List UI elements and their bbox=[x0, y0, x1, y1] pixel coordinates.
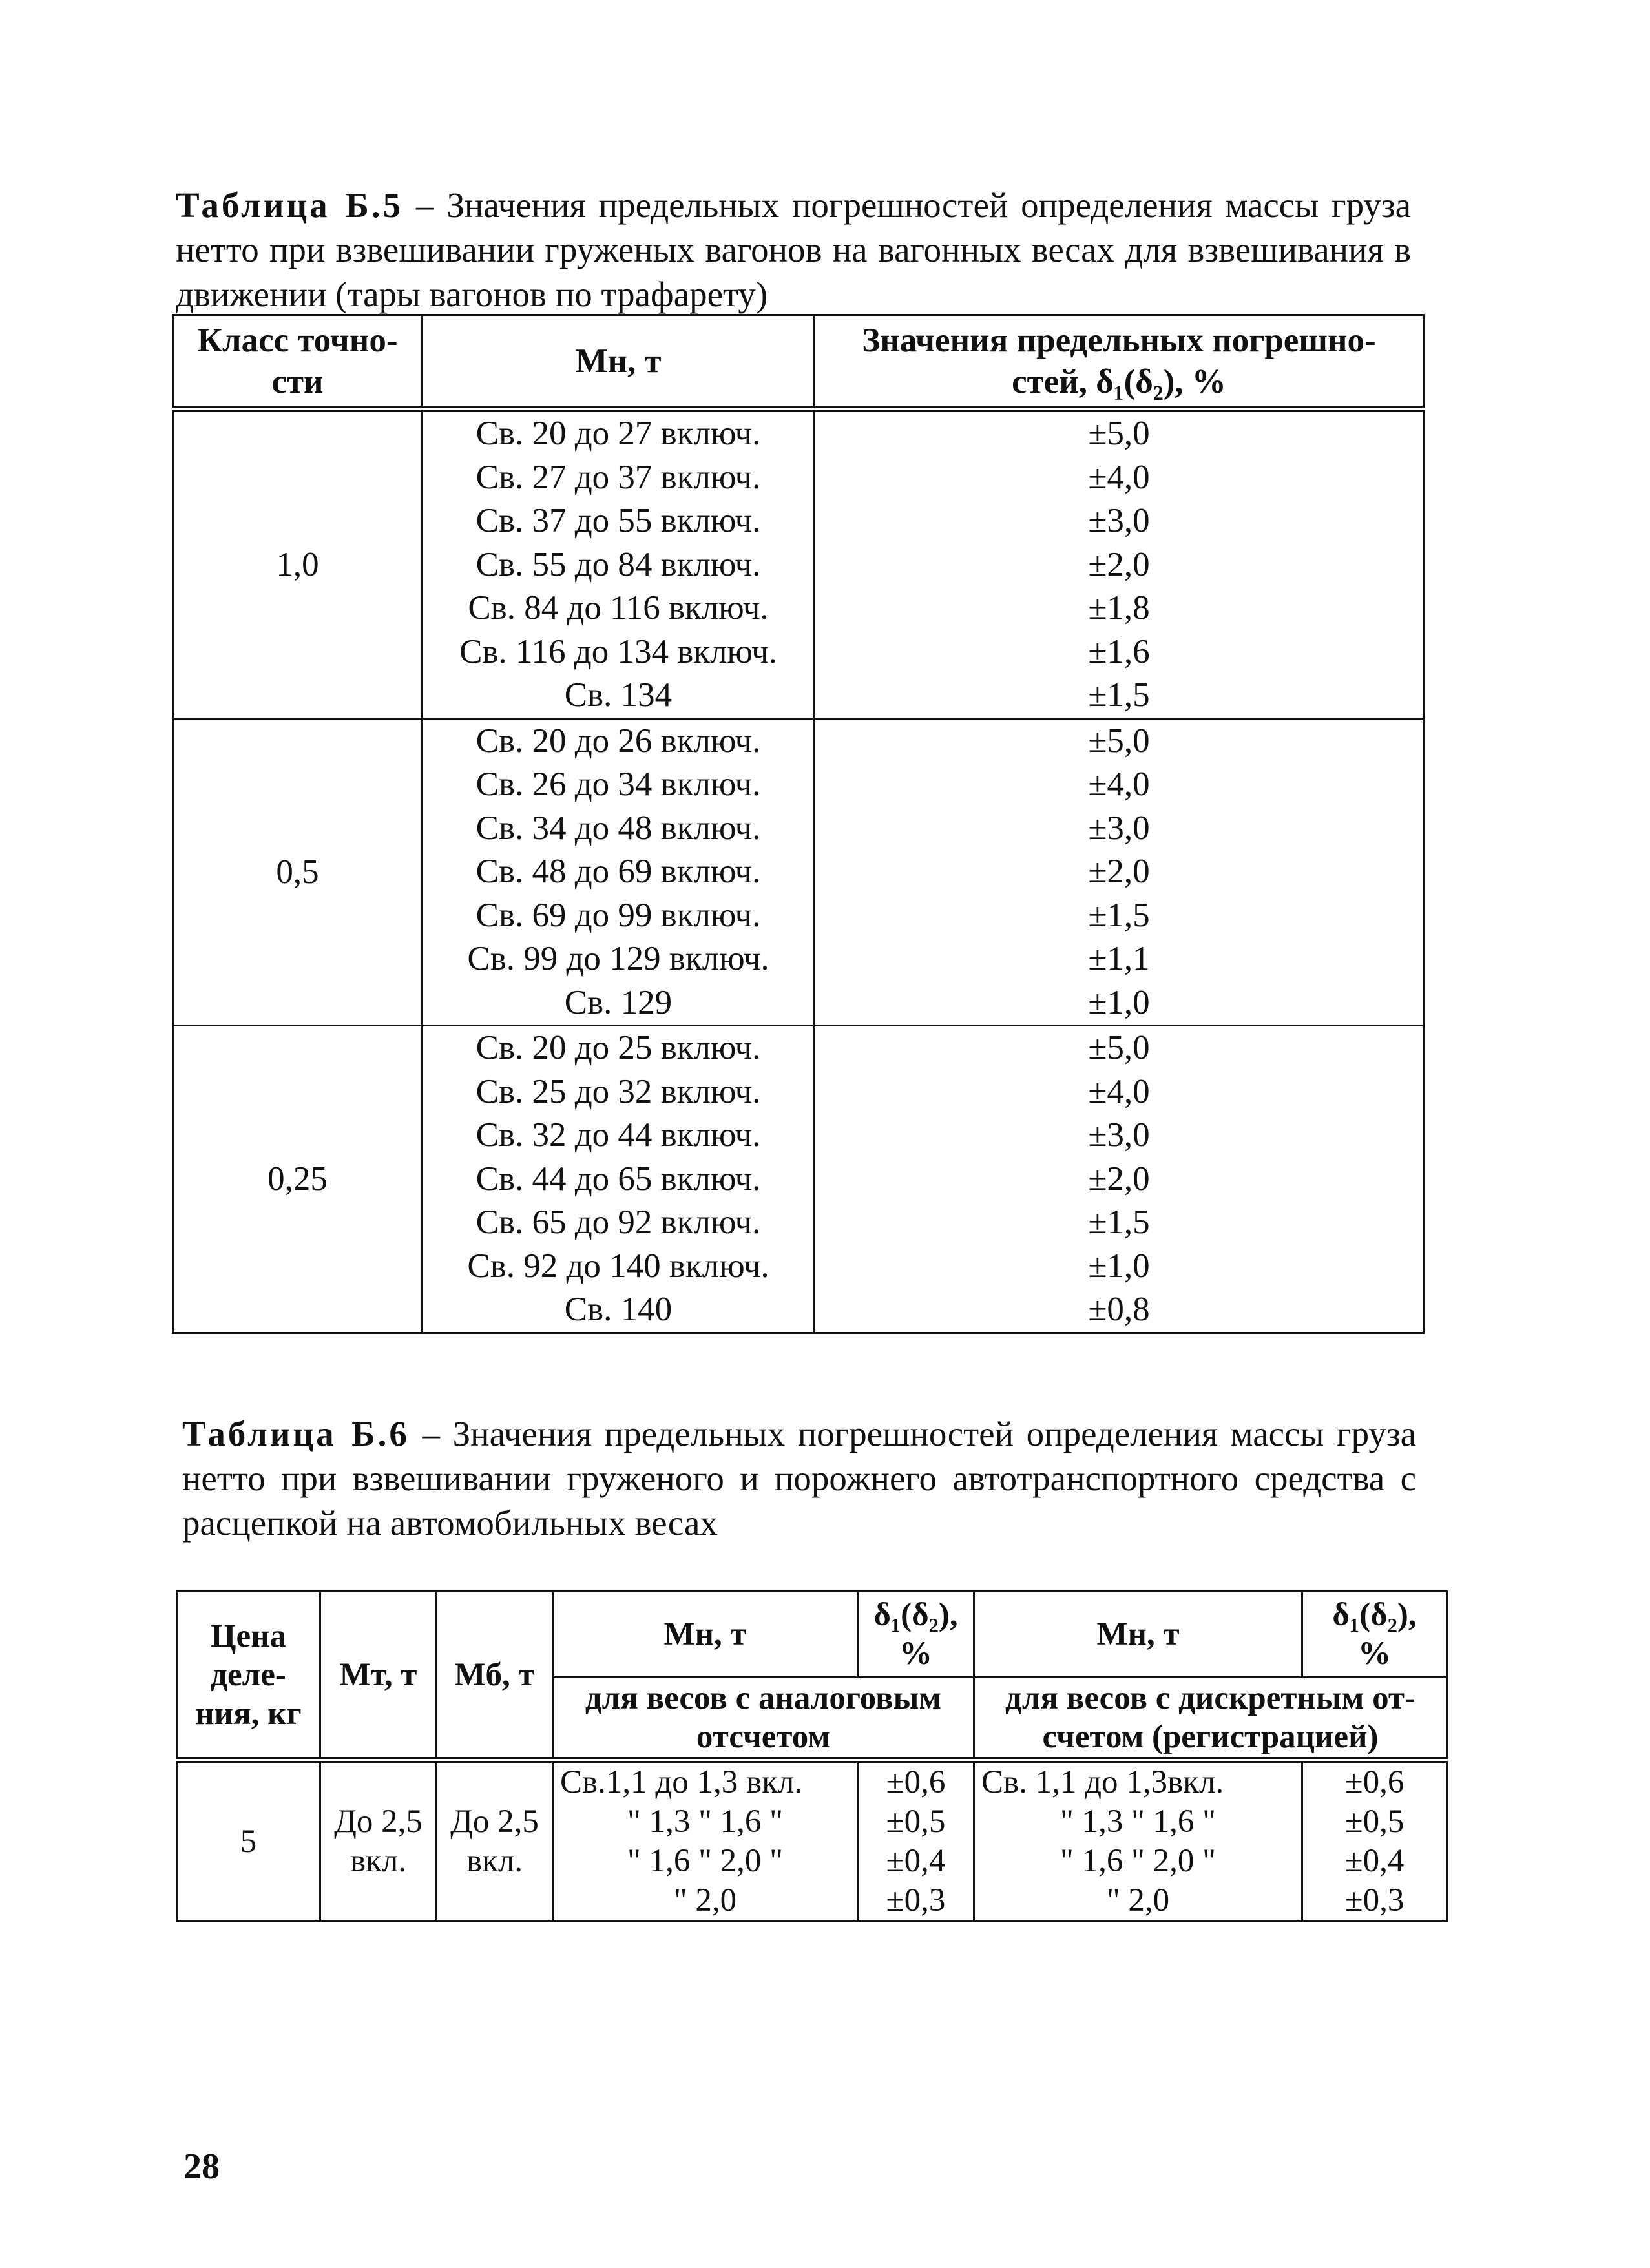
mass-range: Св. 26 до 34 включ. bbox=[475, 765, 761, 803]
limit-value: ±1,5 bbox=[1088, 896, 1150, 934]
limit-value: ±0,8 bbox=[1088, 1291, 1150, 1328]
limit-value: ±3,0 bbox=[1088, 1116, 1150, 1154]
table-b6 bbox=[176, 1590, 1448, 1922]
table-b5-group-3 bbox=[173, 1026, 1424, 1333]
mass-range-list bbox=[423, 718, 815, 1026]
mass-range: Св. 44 до 65 включ. bbox=[475, 1160, 761, 1198]
discrete-range: Св. 1,1 до 1,3вкл. bbox=[981, 1764, 1224, 1800]
analog-range: " 2,0 bbox=[673, 1882, 737, 1919]
analog-range: " 1,3 " 1,6 " bbox=[627, 1804, 783, 1840]
discrete-limit: ±0,6 bbox=[1344, 1764, 1405, 1800]
mass-range: Св. 92 до 140 включ. bbox=[467, 1247, 769, 1285]
limit-value: ±5,0 bbox=[1088, 722, 1150, 760]
mass-range: Св. 25 до 32 включ. bbox=[475, 1072, 761, 1110]
header-delta-discrete: δ₁(δ₂), % bbox=[1302, 1592, 1447, 1678]
limit-list bbox=[815, 410, 1424, 719]
analog-range-list bbox=[553, 1760, 858, 1922]
limit-value: ±3,0 bbox=[1088, 809, 1150, 847]
limit-value: ±2,0 bbox=[1088, 1160, 1150, 1198]
accuracy-class-cell: 0,5 bbox=[173, 718, 423, 1026]
table-b5-caption-text: – Значения предельных погрешностей определения массы груза нетто при взвешивании груженых вагонов на вагонных весах для взвешивания в движении (тары вагонов по трафарету) bbox=[176, 185, 1412, 314]
table-b5-caption-label: Таблица Б.5 bbox=[176, 185, 404, 225]
table-b5-header-row bbox=[173, 315, 1424, 410]
discrete-range-list bbox=[974, 1760, 1302, 1922]
limit-value: ±2,0 bbox=[1088, 545, 1150, 583]
analog-limit: ±0,4 bbox=[886, 1843, 946, 1879]
table-b5-group-2 bbox=[173, 718, 1424, 1026]
limit-value: ±1,6 bbox=[1088, 632, 1150, 671]
limit-value: ±5,0 bbox=[1088, 1029, 1150, 1066]
limit-value: ±5,0 bbox=[1088, 415, 1150, 452]
table-b5-caption bbox=[176, 183, 1411, 317]
analog-limit-list bbox=[858, 1760, 974, 1922]
discrete-limit: ±0,3 bbox=[1344, 1882, 1405, 1919]
limit-value: ±1,5 bbox=[1088, 1203, 1150, 1241]
table-b5-group-1 bbox=[173, 410, 1424, 719]
header-mass-analog: Mн, т bbox=[553, 1592, 858, 1678]
mass-range: Св. 20 до 27 включ. bbox=[475, 415, 761, 452]
table-b5 bbox=[172, 314, 1425, 1334]
analog-range: " 1,6 " 2,0 " bbox=[627, 1843, 783, 1879]
header-analog-scales: для весов с аналоговым отсчетом bbox=[553, 1678, 974, 1760]
discrete-limit: ±0,4 bbox=[1344, 1843, 1405, 1879]
limit-list bbox=[815, 1026, 1424, 1333]
mass-range: Св. 20 до 25 включ. bbox=[475, 1029, 761, 1066]
mass-range: Св. 99 до 129 включ. bbox=[467, 940, 769, 977]
discrete-range: " 2,0 bbox=[1106, 1882, 1170, 1919]
header-mb: Mб, т bbox=[437, 1592, 553, 1760]
header-discrete-scales: для весов с дискретным от- счетом (регистрацией) bbox=[974, 1678, 1447, 1760]
limit-value: ±1,8 bbox=[1088, 589, 1150, 627]
table-b6-caption bbox=[182, 1411, 1416, 1545]
mass-range: Св. 20 до 26 включ. bbox=[475, 722, 761, 760]
mass-range: Св. 48 до 69 включ. bbox=[475, 853, 761, 890]
limit-value: ±1,1 bbox=[1088, 940, 1150, 977]
limit-value: ±3,0 bbox=[1088, 502, 1150, 539]
mass-range: Св. 69 до 99 включ. bbox=[475, 896, 761, 934]
header-accuracy-class: Класс точно- сти bbox=[173, 315, 423, 410]
table-b6-header-row-1 bbox=[177, 1592, 1447, 1678]
mass-range: Св. 37 до 55 включ. bbox=[475, 502, 761, 539]
table-b6-data-row bbox=[177, 1760, 1447, 1922]
mass-range: Св. 65 до 92 включ. bbox=[475, 1203, 761, 1241]
limit-value: ±2,0 bbox=[1088, 853, 1150, 890]
discrete-range: " 1,3 " 1,6 " bbox=[1060, 1804, 1216, 1840]
limit-value: ±1,5 bbox=[1088, 676, 1150, 714]
table-b6-caption-label: Таблица Б.6 bbox=[182, 1414, 410, 1453]
analog-limit: ±0,3 bbox=[886, 1882, 946, 1919]
limit-value: ±4,0 bbox=[1088, 1072, 1150, 1110]
limit-value: ±4,0 bbox=[1088, 458, 1150, 496]
analog-limit: ±0,6 bbox=[886, 1764, 946, 1800]
limit-value: ±1,0 bbox=[1088, 1247, 1150, 1285]
mass-range-list bbox=[423, 410, 815, 719]
accuracy-class-cell: 1,0 bbox=[173, 410, 423, 719]
limit-value: ±1,0 bbox=[1088, 983, 1150, 1021]
accuracy-class-cell: 0,25 bbox=[173, 1026, 423, 1333]
discrete-limit-list bbox=[1302, 1760, 1447, 1922]
mass-range: Св. 129 bbox=[564, 983, 673, 1021]
mass-range: Св. 34 до 48 включ. bbox=[475, 809, 761, 847]
mass-range-list bbox=[423, 1026, 815, 1333]
mass-range: Св. 27 до 37 включ. bbox=[475, 458, 761, 496]
table-b6-caption-text: – Значения предельных погрешностей определения массы груза нетто при взвешивании груженого и порожнего автотранспортного средства с расцепкой на автомобильных весах bbox=[182, 1414, 1417, 1543]
header-delta-analog: δ₁(δ₂), % bbox=[858, 1592, 974, 1678]
page-number: 28 bbox=[183, 2147, 220, 2187]
discrete-limit: ±0,5 bbox=[1344, 1804, 1405, 1840]
mt-value: До 2,5 вкл. bbox=[320, 1760, 437, 1922]
analog-range: Св.1,1 до 1,3 вкл. bbox=[560, 1764, 803, 1800]
mb-value: До 2,5 вкл. bbox=[437, 1760, 553, 1922]
header-mt: Mт, т bbox=[320, 1592, 437, 1760]
header-limits: Значения предельных погрешно- стей, δ₁(δ₂), % bbox=[815, 315, 1424, 410]
mass-range: Св. 140 bbox=[564, 1291, 673, 1328]
division-value: 5 bbox=[177, 1760, 320, 1922]
mass-range: Св. 116 до 134 включ. bbox=[459, 632, 777, 671]
header-division-price: Цена деле- ния, кг bbox=[177, 1592, 320, 1760]
header-mass-discrete: Mн, т bbox=[974, 1592, 1302, 1678]
header-mass: Mн, т bbox=[423, 315, 815, 410]
limit-value: ±4,0 bbox=[1088, 765, 1150, 803]
discrete-range: " 1,6 " 2,0 " bbox=[1060, 1843, 1216, 1879]
limit-list bbox=[815, 718, 1424, 1026]
mass-range: Св. 32 до 44 включ. bbox=[475, 1116, 761, 1154]
mass-range: Св. 55 до 84 включ. bbox=[475, 545, 761, 583]
analog-limit: ±0,5 bbox=[886, 1804, 946, 1840]
mass-range: Св. 134 bbox=[564, 676, 673, 714]
mass-range: Св. 84 до 116 включ. bbox=[468, 589, 769, 627]
